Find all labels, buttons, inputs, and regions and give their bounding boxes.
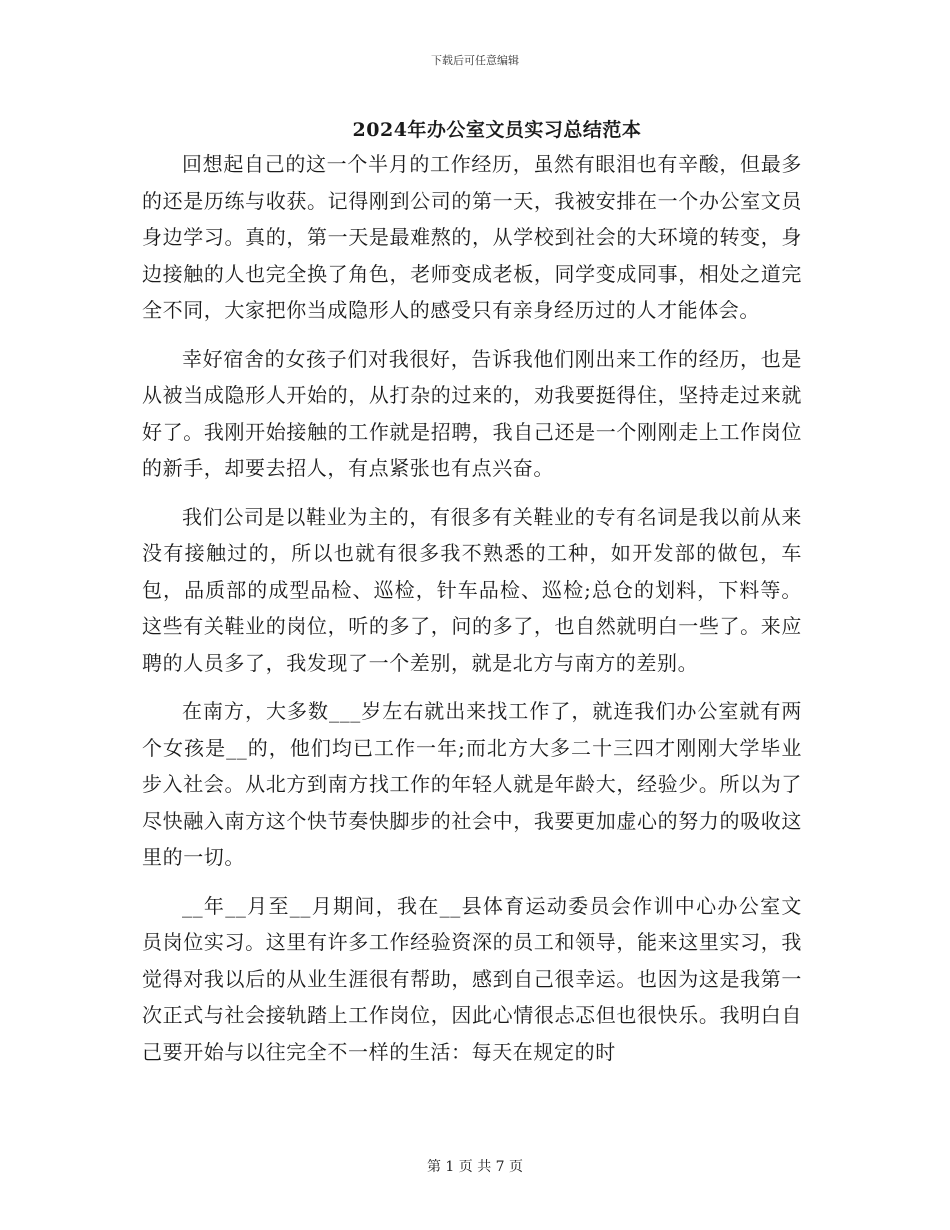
page-number: 第 1 页 共 7 页 [426,1159,524,1175]
paragraph-4: 在南方，大多数___岁左右就出来找工作了，就连我们办公室就有两个女孩是__的，他们均已工作一年;而北方大多二十三四才刚刚大学毕业步入社会。从北方到南方找工作的年轻人就是年龄大，经验少。所以为了尽快融入南方这个快节奏快脚步的社会中，我要更加虚心的努力的吸收这里的一切。 [142,699,802,869]
paragraph-5: __年__月至__月期间，我在__县体育运动委员会作训中心办公室文员岗位实习。这里有许多工作经验资深的员工和领导，能来这里实习，我觉得对我以后的从业生涯很有帮助，感到自己很幸运。也因为这是我第一次正式与社会接轨踏上工作岗位，因此心情很忐忑但也很快乐。我明白自己要开始与以往完全不一样的生活：每天在规定的时 [142,893,802,1064]
header-note: 下载后可任意编辑 [431,54,519,67]
document-title: 2024年办公室文员实习总结范本 [352,119,642,141]
paragraph-3: 我们公司是以鞋业为主的，有很多有关鞋业的专有名词是我以前从来没有接触过的，所以也就有很多我不熟悉的工种，如开发部的做包，车包，品质部的成型品检、巡检，针车品检、巡检;总仓的划料，下料等。这些有关鞋业的岗位，听的多了，问的多了，也自然就明白一些了。来应聘的人员多了，我发现了一个差别，就是北方与南方的差别。 [142,504,802,675]
document-body [142,146,802,1082]
paragraph-2: 幸好宿舍的女孩子们对我很好，告诉我他们刚出来工作的经历，也是从被当成隐形人开始的，从打杂的过来的，劝我要挺得住，坚持走过来就好了。我刚开始接触的工作就是招聘，我自己还是一个刚刚走上工作岗位的新手，却要去招人，有点紧张也有点兴奋。 [142,346,802,480]
paragraph-1: 回想起自己的这一个半月的工作经历，虽然有眼泪也有辛酸，但最多的还是历练与收获。记得刚到公司的第一天，我被安排在一个办公室文员身边学习。真的，第一天是最难熬的，从学校到社会的大环境的转变，身边接触的人也完全换了角色，老师变成老板，同学变成同事，相处之道完全不同，大家把你当成隐形人的感受只有亲身经历过的人才能体会。 [142,152,802,322]
